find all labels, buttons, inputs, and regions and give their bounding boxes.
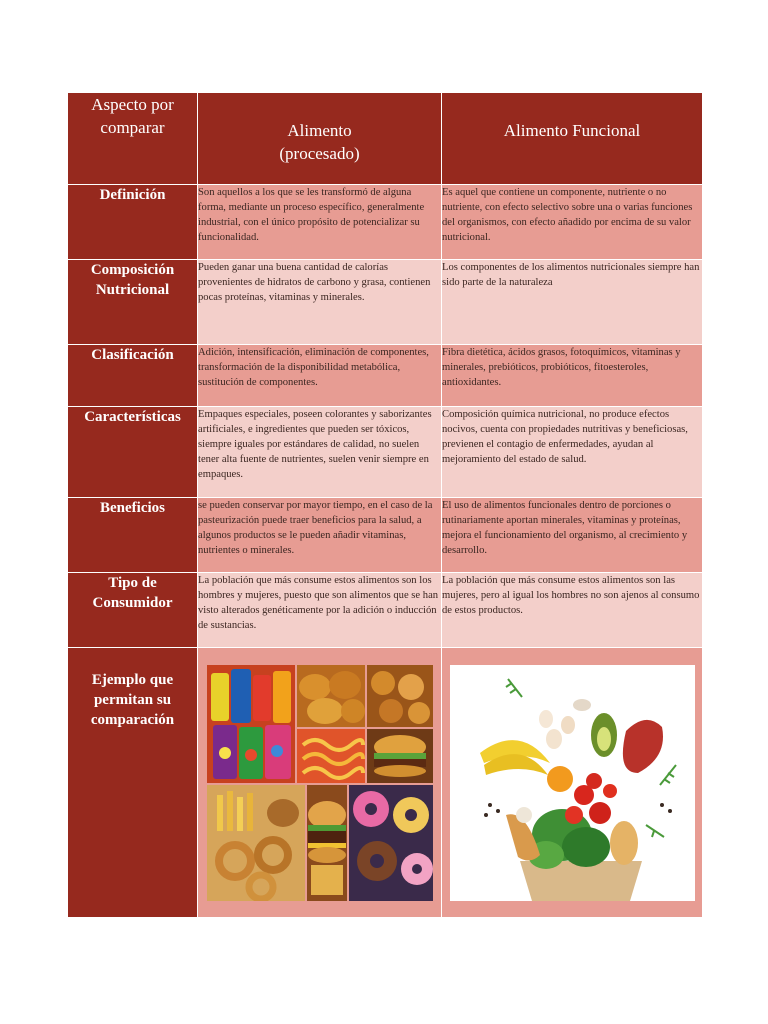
functional-cell: Composición química nutricional, no produce efectos nocivos, cuenta con propiedades nutritivas y beneficiosas, previenen el contagio de enfermedades, ayudan al mejoramiento del estado de salud. bbox=[442, 407, 703, 498]
squash bbox=[610, 821, 638, 865]
orange bbox=[547, 766, 573, 792]
row-caracteristicas bbox=[68, 407, 703, 498]
candy-snacks-tile bbox=[207, 665, 295, 783]
processed-cell: Adición, intensificación, eliminación de componentes, transformación de la disponibilidad metabólica, sustitución de componentes. bbox=[198, 345, 442, 407]
header-functional: Alimento Funcional bbox=[442, 93, 703, 185]
garlic bbox=[516, 807, 532, 823]
fries-onion-rings-tile bbox=[207, 785, 305, 901]
row-label: Beneficios bbox=[68, 498, 198, 573]
row-beneficios bbox=[68, 498, 703, 573]
comparison-table bbox=[67, 92, 703, 918]
processed-cell: Pueden ganar una buena cantidad de calorías provenientes de hidratos de carbono y grasa, contienen pocas proteínas, vitaminas y minerales. bbox=[198, 260, 442, 345]
functional-cell: Fibra dietética, ácidos grasos, fotoquímicos, vitaminas y minerales, prebióticos, probióticos, fitoesteroles, antioxidantes. bbox=[442, 345, 703, 407]
fresh-produce-image bbox=[450, 665, 695, 901]
row-label: Definición bbox=[68, 185, 198, 260]
functional-cell: Los componentes de los alimentos nutricionales siempre han sido parte de la naturaleza bbox=[442, 260, 703, 345]
functional-cell: El uso de alimentos funcionales dentro de porciones o rutinariamente aportan minerales, vitaminas y proteínas, mejora el funcionamiento del organismo, al crecimiento y desarrollo. bbox=[442, 498, 703, 573]
pasta-tile bbox=[297, 729, 365, 783]
processed-cell: Son aquellos a los que se les transformó de alguna forma, mediante un proceso específico, generalmente industrial, con el único propósito de potencializar su funcionalidad. bbox=[198, 185, 442, 260]
mushroom bbox=[573, 699, 591, 711]
functional-cell: La población que más consume estos alimentos son las mujeres, pero al igual los hombres no son ajenos al consumo de estos productos. bbox=[442, 573, 703, 648]
processed-cell: se pueden conservar por mayor tiempo, en el caso de la pasteurización puede traer beneficios para la salud, a algunos productos se le pueden añadir vitaminas, nutrientes o minerales. bbox=[198, 498, 442, 573]
header-processed: Alimento (procesado) bbox=[198, 93, 442, 185]
row-composicion bbox=[68, 260, 703, 345]
row-label: Características bbox=[68, 407, 198, 498]
header-aspect: Aspecto por comparar bbox=[68, 93, 198, 185]
row-ejemplo bbox=[68, 648, 703, 918]
table-header-row bbox=[68, 93, 703, 185]
big-burger-tile bbox=[307, 785, 347, 901]
row-label: Clasificación bbox=[68, 345, 198, 407]
row-label: Composición Nutricional bbox=[68, 260, 198, 345]
row-definicion bbox=[68, 185, 703, 260]
row-label: Ejemplo que permitan su comparación bbox=[68, 648, 198, 918]
row-clasificacion bbox=[68, 345, 703, 407]
burger-tile bbox=[367, 729, 433, 783]
donuts-tile bbox=[349, 785, 433, 901]
nuggets-tile bbox=[367, 665, 433, 727]
functional-cell: Es aquel que contiene un componente, nutriente o no nutriente, con efecto selectivo sobre una o varias funciones del organismos, con efecto añadido por encima de su valor nutricional. bbox=[442, 185, 703, 260]
fried-chicken-tile bbox=[297, 665, 365, 727]
processed-cell: Empaques especiales, poseen colorantes y saborizantes artificiales, e ingredientes que pueden ser tóxicos, siempre iguales por estándares de calidad, no suelen tener alta fuente de nutrientes, suelen venir siempre en empaques. bbox=[198, 407, 442, 498]
processed-food-collage-image bbox=[207, 665, 433, 901]
row-label: Tipo de Consumidor bbox=[68, 573, 198, 648]
processed-cell: La población que más consume estos alimentos son los hombres y mujeres, puesto que son alimentos que se han visto alterados genéticamente por la adición o inducción de sustancias. bbox=[198, 573, 442, 648]
processed-image-cell bbox=[198, 648, 442, 918]
functional-image-cell bbox=[442, 648, 703, 918]
row-tipo-consumidor bbox=[68, 573, 703, 648]
